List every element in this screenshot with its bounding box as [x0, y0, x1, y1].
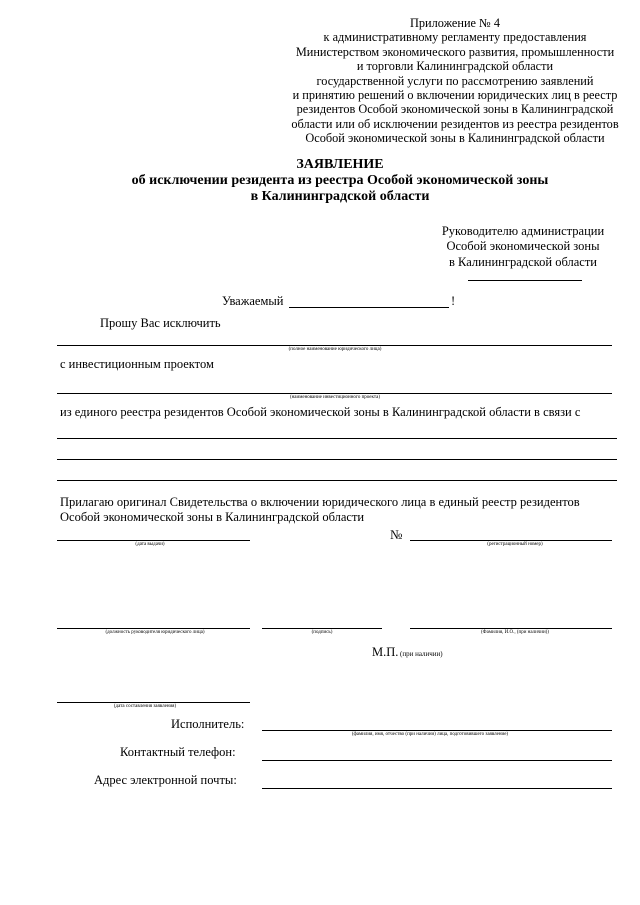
stamp-label: М.П. — [372, 645, 399, 659]
email-label: Адрес электронной почты: — [94, 773, 237, 787]
greeting-exclamation: ! — [451, 294, 456, 308]
attachment-line-2: Особой экономической зоны в Калининградской области — [60, 510, 365, 524]
appendix-line: области или об исключении резидентов из реестра резидентов — [291, 116, 619, 131]
appendix-line: и торговли Калининградской области — [356, 59, 554, 74]
full-name-hint: (Фамилия, И.О., (при наличии)) — [481, 630, 549, 635]
addressee-block — [428, 224, 618, 270]
signature-field[interactable] — [262, 628, 382, 629]
executor-hint: (фамилия, имя, отчество (при наличии) лица, подготовившего заявление) — [351, 732, 509, 737]
full-name-field[interactable] — [410, 628, 612, 629]
appendix-line: к административному регламенту предоставления — [323, 30, 587, 45]
reason-field-line-1[interactable] — [57, 438, 617, 439]
project-name-field[interactable] — [57, 393, 612, 394]
appendix-line: государственной услуги по рассмотрению заявлений — [316, 73, 594, 88]
executor-field[interactable] — [262, 730, 612, 731]
appendix-header — [290, 16, 620, 146]
phone-field[interactable] — [262, 760, 612, 761]
title-line: ЗАЯВЛЕНИЕ — [296, 157, 384, 172]
legal-name-hint: (полное наименование юридического лица) — [288, 347, 382, 352]
appendix-line: Министерством экономического развития, промышленности — [295, 44, 615, 59]
reg-number-field[interactable] — [410, 540, 612, 541]
title-line: об исключении резидента из реестра Особой экономической зоны — [131, 173, 549, 188]
email-field[interactable] — [262, 788, 612, 789]
issue-date-field[interactable] — [57, 540, 250, 541]
position-field[interactable] — [57, 628, 250, 629]
greeting-name-field[interactable] — [289, 307, 449, 308]
issue-date-hint: (дата выдачи) — [135, 542, 165, 547]
title-line: в Калининградской области — [250, 189, 430, 204]
signature-hint: (подпись) — [311, 630, 333, 635]
document-title — [60, 157, 620, 205]
registry-text: из единого реестра резидентов Особой экономической зоны в Калининградской области в связи с — [60, 405, 581, 419]
appendix-line: Приложение № 4 — [409, 16, 501, 30]
addressee-line: в Калининградской области — [449, 254, 597, 269]
appendix-line: и принятию решений о включении юридических лиц в реестр — [292, 88, 618, 103]
addressee-name-field[interactable] — [468, 280, 582, 281]
reason-field-line-2[interactable] — [57, 459, 617, 460]
greeting-label: Уважаемый — [222, 294, 284, 308]
number-sign: № — [390, 527, 403, 542]
phone-label: Контактный телефон: — [120, 745, 236, 759]
reason-field-line-3[interactable] — [57, 480, 617, 481]
application-date-hint: (дата составления заявления) — [113, 704, 177, 709]
addressee-line: Особой экономической зоны — [446, 239, 600, 254]
reg-number-hint: (регистрационный номер) — [487, 542, 543, 547]
attachment-line-1: Прилагаю оригинал Свидетельства о включении юридического лица в единый реестр резидентов — [60, 495, 580, 509]
investment-project-label: с инвестиционным проектом — [60, 357, 214, 371]
stamp-note: (при наличии) — [400, 650, 443, 658]
project-name-hint: (наименование инвестиционного проекта) — [289, 395, 381, 400]
addressee-line: Руководителю администрации — [441, 224, 605, 238]
request-label: Прошу Вас исключить — [100, 316, 221, 330]
appendix-line: резидентов Особой экономической зоны в Калининградской — [296, 102, 614, 117]
application-date-field[interactable] — [57, 702, 250, 703]
appendix-line: Особой экономической зоны в Калининградской области — [305, 131, 605, 146]
legal-name-field[interactable] — [57, 345, 612, 346]
executor-label: Исполнитель: — [171, 717, 245, 731]
position-hint: (должность руководителя юридического лица) — [105, 630, 205, 635]
